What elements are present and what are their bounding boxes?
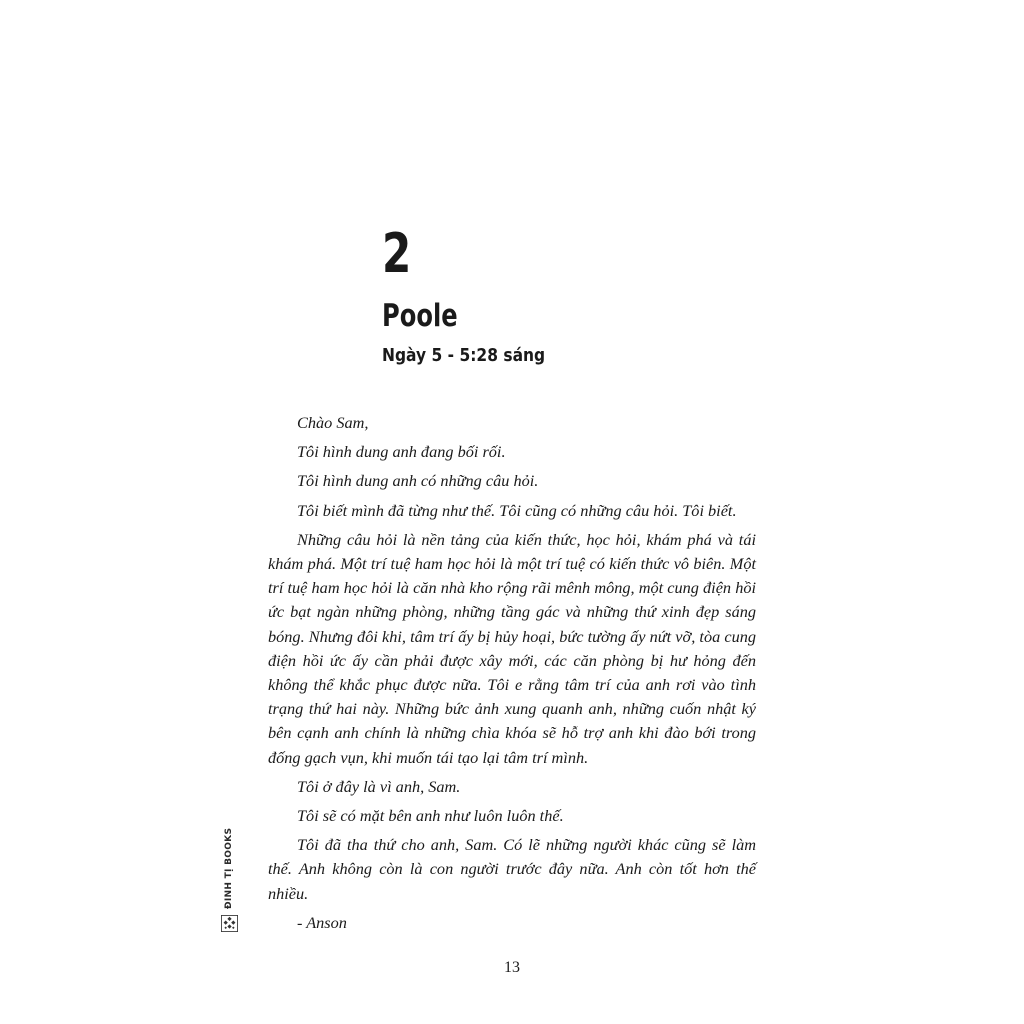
letter-greeting: Chào Sam, — [297, 413, 369, 432]
publisher-name: ĐINH TỊ BOOKS — [224, 827, 234, 909]
letter-paragraph: Tôi biết mình đã từng như thế. Tôi cũng có những câu hỏi. Tôi biết. — [297, 500, 737, 520]
letter-paragraph: Tôi hình dung anh đang bối rối. — [297, 442, 506, 462]
chapter-title: Poole — [382, 298, 458, 334]
letter-paragraph: Những câu hỏi là nền tảng của kiến thức, học hỏi, khám phá và tái khám phá. Một trí tuệ ham học hỏi là một trí tuệ có kiến thức vô biên. Một trí tuệ ham học hỏi là căn nhà kho rộng rãi mênh mông, một cung điện hồi ức bạt ngàn những phòng, những tầng gác và những thứ xinh đẹp sáng bóng. Nhưng đôi khi, tâm trí ấy bị hủy hoại, bức tường ấy nứt vỡ, tòa cung điện hồi ức ấy cần phải được xây mới, các căn phòng bị hư hỏng đến không thể khắc phục được nữa. Tôi e rằng tâm trí của anh rơi vào tình trạng thứ hai này. Những bức ảnh xung quanh anh, những cuốn nhật ký bên cạnh anh chính là những chìa khóa sẽ hỗ trợ anh khi đào bới trong đống gạch vụn, khi muốn tái tạo lại tâm trí mình. — [268, 529, 756, 767]
letter-signature: - Anson — [297, 912, 347, 932]
letter-body — [268, 411, 756, 940]
chapter-subtitle: Ngày 5 - 5:28 sáng — [382, 345, 546, 366]
chapter-number: 2 — [382, 222, 411, 285]
letter-paragraph: Tôi hình dung anh có những câu hỏi. — [297, 471, 539, 491]
page-number: 13 — [504, 959, 520, 976]
letter-paragraph: Tôi đã tha thứ cho anh, Sam. Có lẽ những người khác cũng sẽ làm thế. Anh không còn là con người trước đây nữa. Anh còn tốt hơn thế nhiều. — [268, 835, 756, 903]
letter-paragraph: Tôi ở đây là vì anh, Sam. — [297, 776, 461, 796]
diamond-grid-logo-icon — [221, 915, 238, 932]
letter-paragraph: Tôi sẽ có mặt bên anh như luôn luôn thế. — [297, 806, 564, 826]
publisher-mark — [219, 827, 241, 935]
